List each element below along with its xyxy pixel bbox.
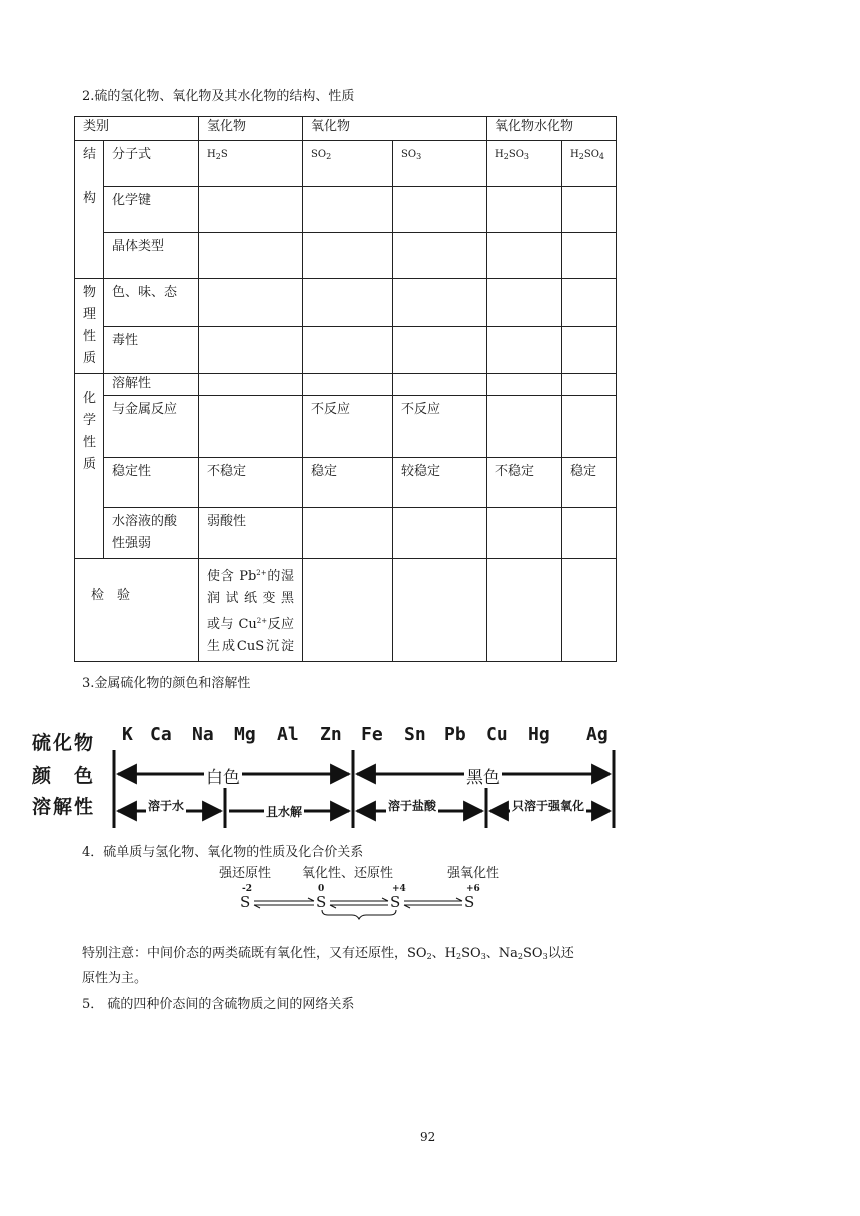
metal-so2: 不反应 [303,396,393,458]
valence-plus4: +4 [392,884,406,894]
group-structure [75,141,104,279]
row-solubility-label: 溶解性 [104,374,199,396]
table-row [75,559,617,662]
test-line: 润试纸变黑 [207,591,295,606]
band-strong-oxidizer: 只溶于强氧化 [512,799,585,813]
note-line-2: 原性为主。 [82,971,148,986]
test-line: 使含 $Pb^{2+}$的湿 [207,569,295,584]
group-structure-char: 构 [83,191,97,206]
formula-so2: $SO_2$ [303,141,393,187]
sulfur-atom-3: S [390,893,401,911]
row-toxicity-label: 毒性 [104,326,199,374]
section-4-heading: 4．硫单质与氢化物、氧化物的性质及化合价关系 [82,845,364,860]
group-chemical-char: 学 [83,413,97,428]
group-physical-char: 物 [83,285,97,300]
acidity-h2s: 弱酸性 [199,508,303,559]
formula-h2so4: $H_2SO_4$ [562,141,617,187]
metal-hg: Hg [528,724,550,745]
metal-na: Na [192,724,214,745]
header-hydride: 氢化物 [199,117,303,141]
table-row [75,326,617,374]
group-physical-char: 性 [83,329,97,344]
row-metal-label: 与金属反应 [104,396,199,458]
row-acidity-label [104,508,199,559]
metal-ca: Ca [150,724,172,745]
stability-h2so4: 稳定 [562,458,617,508]
sulfide-arrows [28,724,628,836]
row-test-label: 检 验 [75,559,199,662]
label-strong-oxidizing: 强氧化性 [447,866,500,881]
row-label-sulfide: 硫化物 [32,732,96,754]
row-color-label: 色、味、态 [104,279,199,327]
band-soluble-hcl: 溶于盐酸 [388,799,437,813]
special-note [82,943,616,990]
group-chemical [75,374,104,559]
group-chemical-char: 化 [83,391,97,406]
formula-so3: $SO_3$ [393,141,487,187]
row-acidity-line: 性强弱 [112,536,152,551]
table-header-row [75,117,617,141]
formula-h2so3: $H_2SO_3$ [487,141,562,187]
formula-h2s: $H_2S$ [199,141,303,187]
stability-so3: 较稳定 [393,458,487,508]
header-hydrate: 氧化物水化物 [487,117,617,141]
sulfur-atom-4: S [464,893,475,911]
row-label-solubility: 溶解性 [32,796,96,818]
group-physical-char: 质 [83,351,97,366]
sulfur-atom-1: S [240,893,251,911]
table-row [75,187,617,233]
band-soluble-water: 溶于水 [148,799,185,813]
metal-sn: Sn [404,724,426,745]
metal-cu: Cu [486,724,508,745]
row-stability-label: 稳定性 [104,458,199,508]
metal-fe: Fe [361,724,383,745]
group-physical-char: 理 [83,307,97,322]
sulfur-compounds-table [74,116,617,662]
band-white: 白色 [204,763,242,788]
valence-chain [236,884,486,920]
group-chemical-char: 质 [83,457,97,472]
test-line: 生成CuS沉淀 [207,639,295,654]
band-black: 黑色 [464,763,502,788]
stability-so2: 稳定 [303,458,393,508]
group-structure-char: 结 [83,147,97,162]
label-ox-red: 氧化性、还原性 [302,866,394,881]
page-number: 92 [420,1130,436,1144]
table-row [75,508,617,559]
row-label-color: 颜 色 [32,765,96,787]
metal-al: Al [277,724,299,745]
section-3-heading: 3.金属硫化物的颜色和溶解性 [82,676,251,691]
metal-k: K [122,724,133,745]
group-chemical-char: 性 [83,435,97,450]
table-row [75,233,617,279]
metal-zn: Zn [320,724,342,745]
table-row [75,458,617,508]
label-strong-reducing: 强还原性 [219,866,272,881]
table-row [75,141,617,187]
equilibrium-arrows [236,884,486,920]
metal-sulfide-diagram [28,724,628,836]
stability-h2s: 不稳定 [199,458,303,508]
stability-h2so3: 不稳定 [487,458,562,508]
note-line-1: 特别注意：中间价态的两类硫既有氧化性，又有还原性，$SO_2$、$H_2SO_3$、$Na_2SO_3$以还 [82,946,574,961]
row-bond-label: 化学键 [104,187,199,233]
table-row [75,279,617,327]
table-row [75,374,617,396]
row-crystal-label: 晶体类型 [104,233,199,279]
metal-mg: Mg [234,724,256,745]
band-hydrolysis: 且水解 [266,805,303,819]
header-category: 类别 [75,117,199,141]
metal-ag: Ag [586,724,608,745]
section-5-heading: 5． 硫的四种价态间的含硫物质之间的网络关系 [82,997,355,1012]
header-oxide: 氧化物 [303,117,487,141]
metal-pb: Pb [444,724,466,745]
table-row [75,396,617,458]
row-acidity-line: 水溶液的酸 [112,514,178,529]
group-physical [75,279,104,374]
test-line: 或与 $Cu^{2+}$反应 [207,617,295,632]
valence-zero: 0 [318,884,325,894]
sulfur-atom-2: S [316,893,327,911]
metal-so3: 不反应 [393,396,487,458]
valence-plus6: +6 [466,884,480,894]
section-2-heading: 2.硫的氢化物、氧化物及其水化物的结构、性质 [82,89,355,104]
row-formula-label: 分子式 [104,141,199,187]
valence-minus2: -2 [242,884,252,894]
test-h2s [199,559,303,662]
